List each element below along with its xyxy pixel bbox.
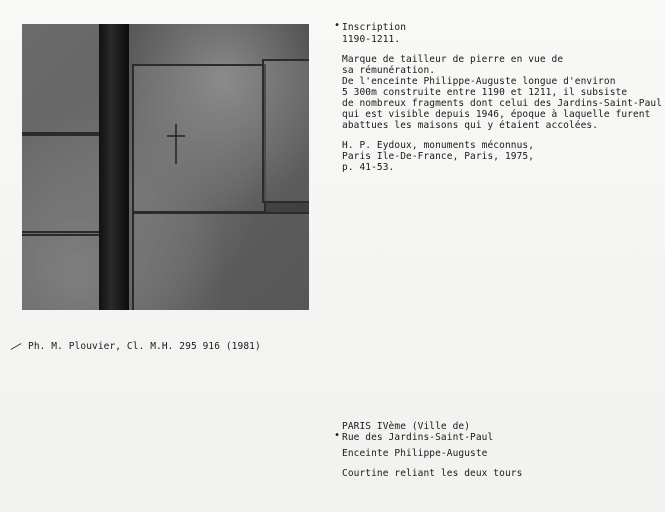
description-line: de nombreux fragments dont celui des Jardins-Saint-Paul xyxy=(342,98,663,109)
inscription-dates: 1190-1211. xyxy=(342,34,401,45)
location-street: Rue des Jardins-Saint-Paul xyxy=(342,432,494,443)
description-line: Marque de tailleur de pierre en vue de xyxy=(342,54,564,65)
description-line: qui est visible depuis 1946, époque à laquelle furent xyxy=(342,109,651,120)
description-line: abattues les maisons qui y étaient accolées. xyxy=(342,120,599,131)
bullet-marker: • xyxy=(334,430,341,441)
drain-pipe xyxy=(99,24,129,310)
location-monument: Enceinte Philippe-Auguste xyxy=(342,448,488,459)
inscription-type: Inscription xyxy=(342,22,407,33)
stone-wall-photo xyxy=(22,24,309,310)
bullet-marker: • xyxy=(334,20,341,31)
location-city: PARIS IVème (Ville de) xyxy=(342,421,471,432)
photo-credit: Ph. M. Plouvier, Cl. M.H. 295 916 (1981) xyxy=(28,341,261,352)
stone-block xyxy=(132,64,266,213)
description-line: De l'enceinte Philippe-Auguste longue d'environ xyxy=(342,76,616,87)
description-line: sa rémunération. xyxy=(342,65,436,76)
stone-block xyxy=(262,59,309,203)
mason-mark xyxy=(167,124,185,164)
reference-line: p. 41-53. xyxy=(342,162,395,173)
description-line: 5 300m construite entre 1190 et 1211, il subsiste xyxy=(342,87,628,98)
stone-block xyxy=(132,212,309,310)
reference-line: Paris Ile-De-France, Paris, 1975, xyxy=(342,151,535,162)
dash-mark xyxy=(11,343,22,350)
location-detail: Courtine reliant les deux tours xyxy=(342,468,523,479)
reference-line: H. P. Eydoux, monuments méconnus, xyxy=(342,140,535,151)
